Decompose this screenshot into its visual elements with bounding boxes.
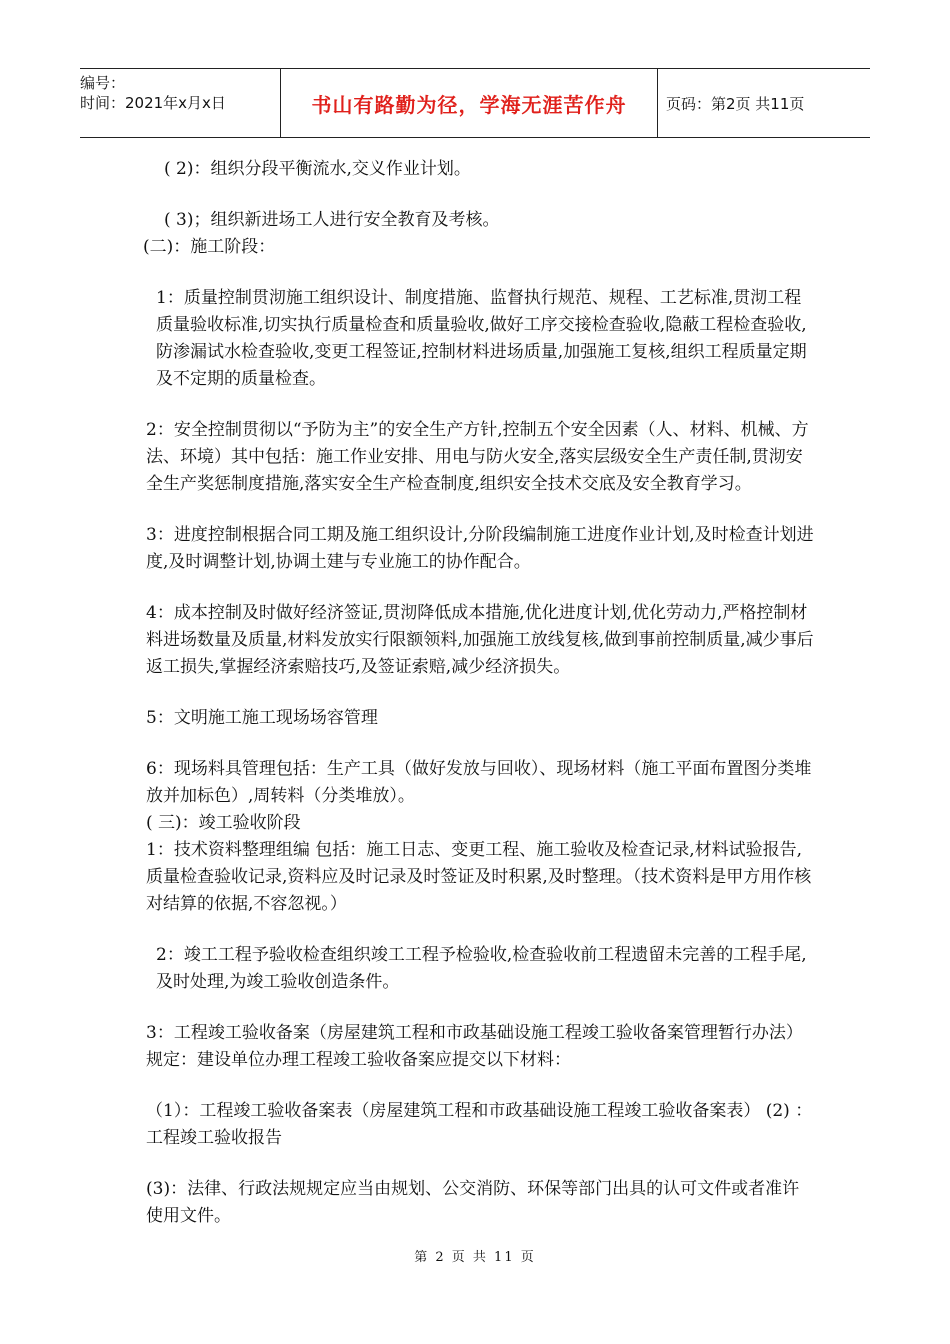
paragraph: (3)：法律、行政法规规定应当由规划、公交消防、环保等部门出具的认可文件或者准许使用文件。 xyxy=(146,1179,800,1226)
paragraph: 5：文明施工施工现场场容管理 xyxy=(146,708,378,728)
paragraph: 1：技术资料整理组编 包括：施工日志、变更工程、施工验收及检查记录,材料试验报告,质量检查验收记录,资料应及时记录及时签证及时积累,及时整理。（技术资料是甲方用作核对结算的依据,不容忽视。） xyxy=(146,840,812,914)
paragraph: 3：工程竣工验收备案（房屋建筑工程和市政基础设施工程竣工验收备案管理暂行办法）规定：建设单位办理工程竣工验收备案应提交以下材料： xyxy=(146,1023,803,1070)
paragraph: 1：质量控制贯沏施工组织设计、制度措施、监督执行规范、规程、工艺标准,贯沏工程质量验收标准,切实执行质量检查和质量验收,做好工序交接检查验收,隐蔽工程检查验收,防渗漏试水检查验收,变更工程签证,控制材料进场质量,加强施工复核,组织工程质量定期及不定期的质量检查。 xyxy=(156,288,807,389)
header-meta xyxy=(80,69,280,137)
page-header xyxy=(80,68,870,138)
paragraph: 4：成本控制及时做好经济签证,贯沏降低成本措施,优化进度计划,优化劳动力,严格控制材料进场数量及质量,材料发放实行限额领料,加强施工放线复核,做到事前控制质量,减少事后返工损失,掌握经济索赔技巧,及签证索赔,减少经济损失。 xyxy=(146,603,814,677)
paragraph: 2：竣工工程予验收检查组织竣工工程予检验收,检查验收前工程遗留未完善的工程手尾,及时处理,为竣工验收创造条件。 xyxy=(156,945,807,992)
section-heading: ( 三)：竣工验收阶段 xyxy=(146,813,301,833)
paragraph: 3：进度控制根据合同工期及施工组织设计,分阶段编制施工进度作业计划,及时检查计划进度,及时调整计划,协调土建与专业施工的协作配合。 xyxy=(146,525,814,572)
page-footer: 第 2 页 共 11 页 xyxy=(414,1250,536,1265)
section-heading: (二)：施工阶段： xyxy=(143,237,276,257)
document-body xyxy=(143,156,814,1230)
header-motto: 书山有路勤为径，学海无涯苦作舟 xyxy=(280,69,658,137)
paragraph: （1）：工程竣工验收备案表（房屋建筑工程和市政基础设施工程竣工验收备案表） (2) ：工程竣工验收报告 xyxy=(146,1101,813,1148)
doc-time-label: 时间：2021年x月x日 xyxy=(80,94,226,112)
paragraph: 2：安全控制贯彻以“予防为主”的安全生产方针,控制五个安全因素（人、材料、机械、方法、环境）其中包括：施工作业安排、用电与防火安全,落实层级安全生产责任制,贯沏安全生产奖惩制度措施,落实安全生产检查制度,组织安全技术交底及安全教育学习。 xyxy=(146,420,809,494)
paragraph: ( 2)：组织分段平衡流水,交义作业计划。 xyxy=(164,159,471,179)
header-page-info: 页码：第2页 共11页 xyxy=(666,94,805,113)
paragraph: 6：现场料具管理包括：生产工具（做好发放与回收）、现场材料（施工平面布置图分类堆放并加标色）,周转料（分类堆放）。 xyxy=(146,759,812,806)
paragraph: ( 3)；组织新进场工人进行安全教育及考核。 xyxy=(164,210,500,230)
doc-number-label: 编号： xyxy=(80,74,126,92)
